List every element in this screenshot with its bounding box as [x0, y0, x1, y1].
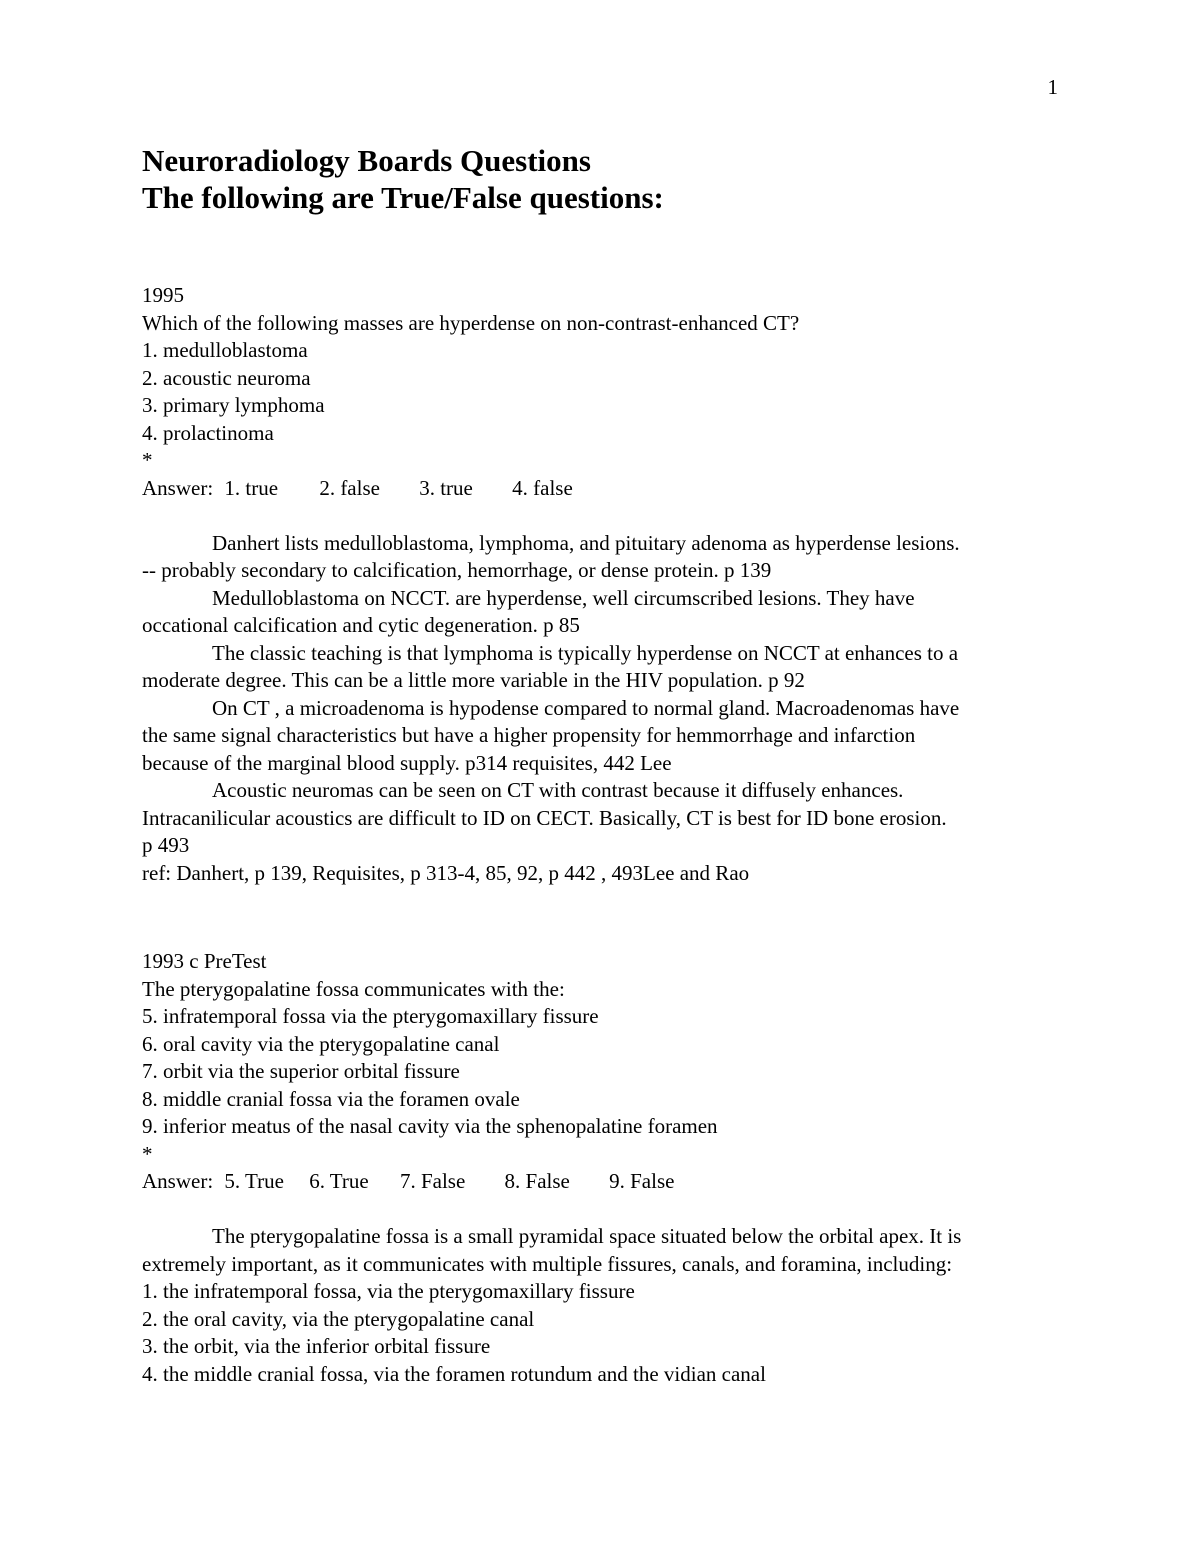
separator-asterisk: * [142, 1141, 153, 1166]
option-item: 1. medulloblastoma [142, 338, 308, 362]
option-item: 8. middle cranial fossa via the foramen ovale [142, 1086, 520, 1111]
answer-item: 5. True [224, 1169, 284, 1193]
explanation-line: because of the marginal blood supply. p314 requisites, 442 Lee [142, 750, 672, 775]
answer-item: 2. false [319, 475, 380, 500]
question-1995 [142, 282, 1062, 887]
explanation-line: The classic teaching is that lymphoma is typically hyperdense on NCCT at enhances to a [212, 640, 959, 665]
option-item: 6. oral cavity via the pterygopalatine canal [142, 1031, 500, 1056]
explanation-line: 3. the orbit, via the inferior orbital fissure [142, 1334, 491, 1358]
explanation-line: Acoustic neuromas can be seen on CT with contrast because it diffusely enhances. [212, 778, 904, 802]
explanation-line: On CT , a microadenoma is hypodense compared to normal gland. Macroadenomas have [212, 695, 960, 720]
option-item: 7. orbit via the superior orbital fissure [142, 1059, 460, 1083]
answer-item: 6. True [309, 1169, 369, 1193]
answer-line [142, 475, 1062, 503]
option-item: 9. inferior meatus of the nasal cavity via the sphenopalatine foramen [142, 1114, 718, 1138]
explanation-line: extremely important, as it communicates with multiple fissures, canals, and foramina, including: [142, 1251, 953, 1276]
question-1993 [142, 948, 1062, 1388]
document-title [142, 142, 664, 216]
explanation [142, 530, 1062, 888]
explanation-line: -- probably secondary to calcification, hemorrhage, or dense protein. p 139 [142, 558, 772, 582]
explanation-line: 4. the middle cranial fossa, via the foramen rotundum and the vidian canal [142, 1361, 766, 1386]
option-list [142, 1003, 1062, 1141]
option-item: 2. acoustic neuroma [142, 365, 311, 390]
option-item: 3. primary lymphoma [142, 393, 325, 417]
reference-line: ref: Danhert, p 139, Requisites, p 313-4, 85, 92, p 442 , 493Lee and Rao [142, 860, 750, 885]
question-prompt: The pterygopalatine fossa communicates with the: [142, 976, 565, 1001]
answer-line [142, 1168, 1062, 1196]
answer-item: 8. False [504, 1169, 570, 1193]
explanation-line: occational calcification and cytic degeneration. p 85 [142, 613, 580, 637]
question-year: 1995 [142, 283, 184, 307]
page-number: 1 [1047, 75, 1058, 99]
answer-item: 4. false [512, 475, 573, 500]
option-item: 5. infratemporal fossa via the pterygomaxillary fissure [142, 1004, 599, 1028]
title-line-1: Neuroradiology Boards Questions [142, 143, 591, 178]
explanation-line: 2. the oral cavity, via the pterygopalatine canal [142, 1306, 535, 1331]
explanation-line: 1. the infratemporal fossa, via the pterygomaxillary fissure [142, 1279, 635, 1303]
separator-asterisk: * [142, 448, 153, 472]
answer-item: 3. true [419, 475, 473, 500]
option-item: 4. prolactinoma [142, 420, 274, 445]
question-prompt: Which of the following masses are hyperdense on non-contrast-enhanced CT? [142, 310, 800, 335]
answer-item: 9. False [609, 1169, 675, 1193]
explanation-line: Danhert lists medulloblastoma, lymphoma, and pituitary adenoma as hyperdense lesions. [212, 530, 960, 555]
answer-label: Answer: [142, 1169, 214, 1193]
explanation-line: p 493 [142, 833, 190, 857]
title-line-2: The following are True/False questions: [142, 180, 664, 215]
answer-label: Answer: [142, 475, 214, 500]
answer-item: 1. true [224, 475, 279, 500]
explanation-line: Intracanilicular acoustics are difficult to ID on CECT. Basically, CT is best for ID bone erosion. [142, 805, 947, 830]
answer-item: 7. False [399, 1169, 466, 1193]
explanation-line: The pterygopalatine fossa is a small pyramidal space situated below the orbital apex. It is [212, 1224, 962, 1248]
explanation [142, 1223, 1062, 1388]
explanation-line: Medulloblastoma on NCCT. are hyperdense, well circumscribed lesions. They have [212, 585, 915, 610]
option-list [142, 337, 1062, 447]
question-year: 1993 c PreTest [142, 949, 267, 973]
explanation-line: moderate degree. This can be a little more variable in the HIV population. p 92 [142, 668, 805, 692]
explanation-line: the same signal characteristics but have a higher propensity for hemmorrhage and infarction [142, 723, 916, 747]
